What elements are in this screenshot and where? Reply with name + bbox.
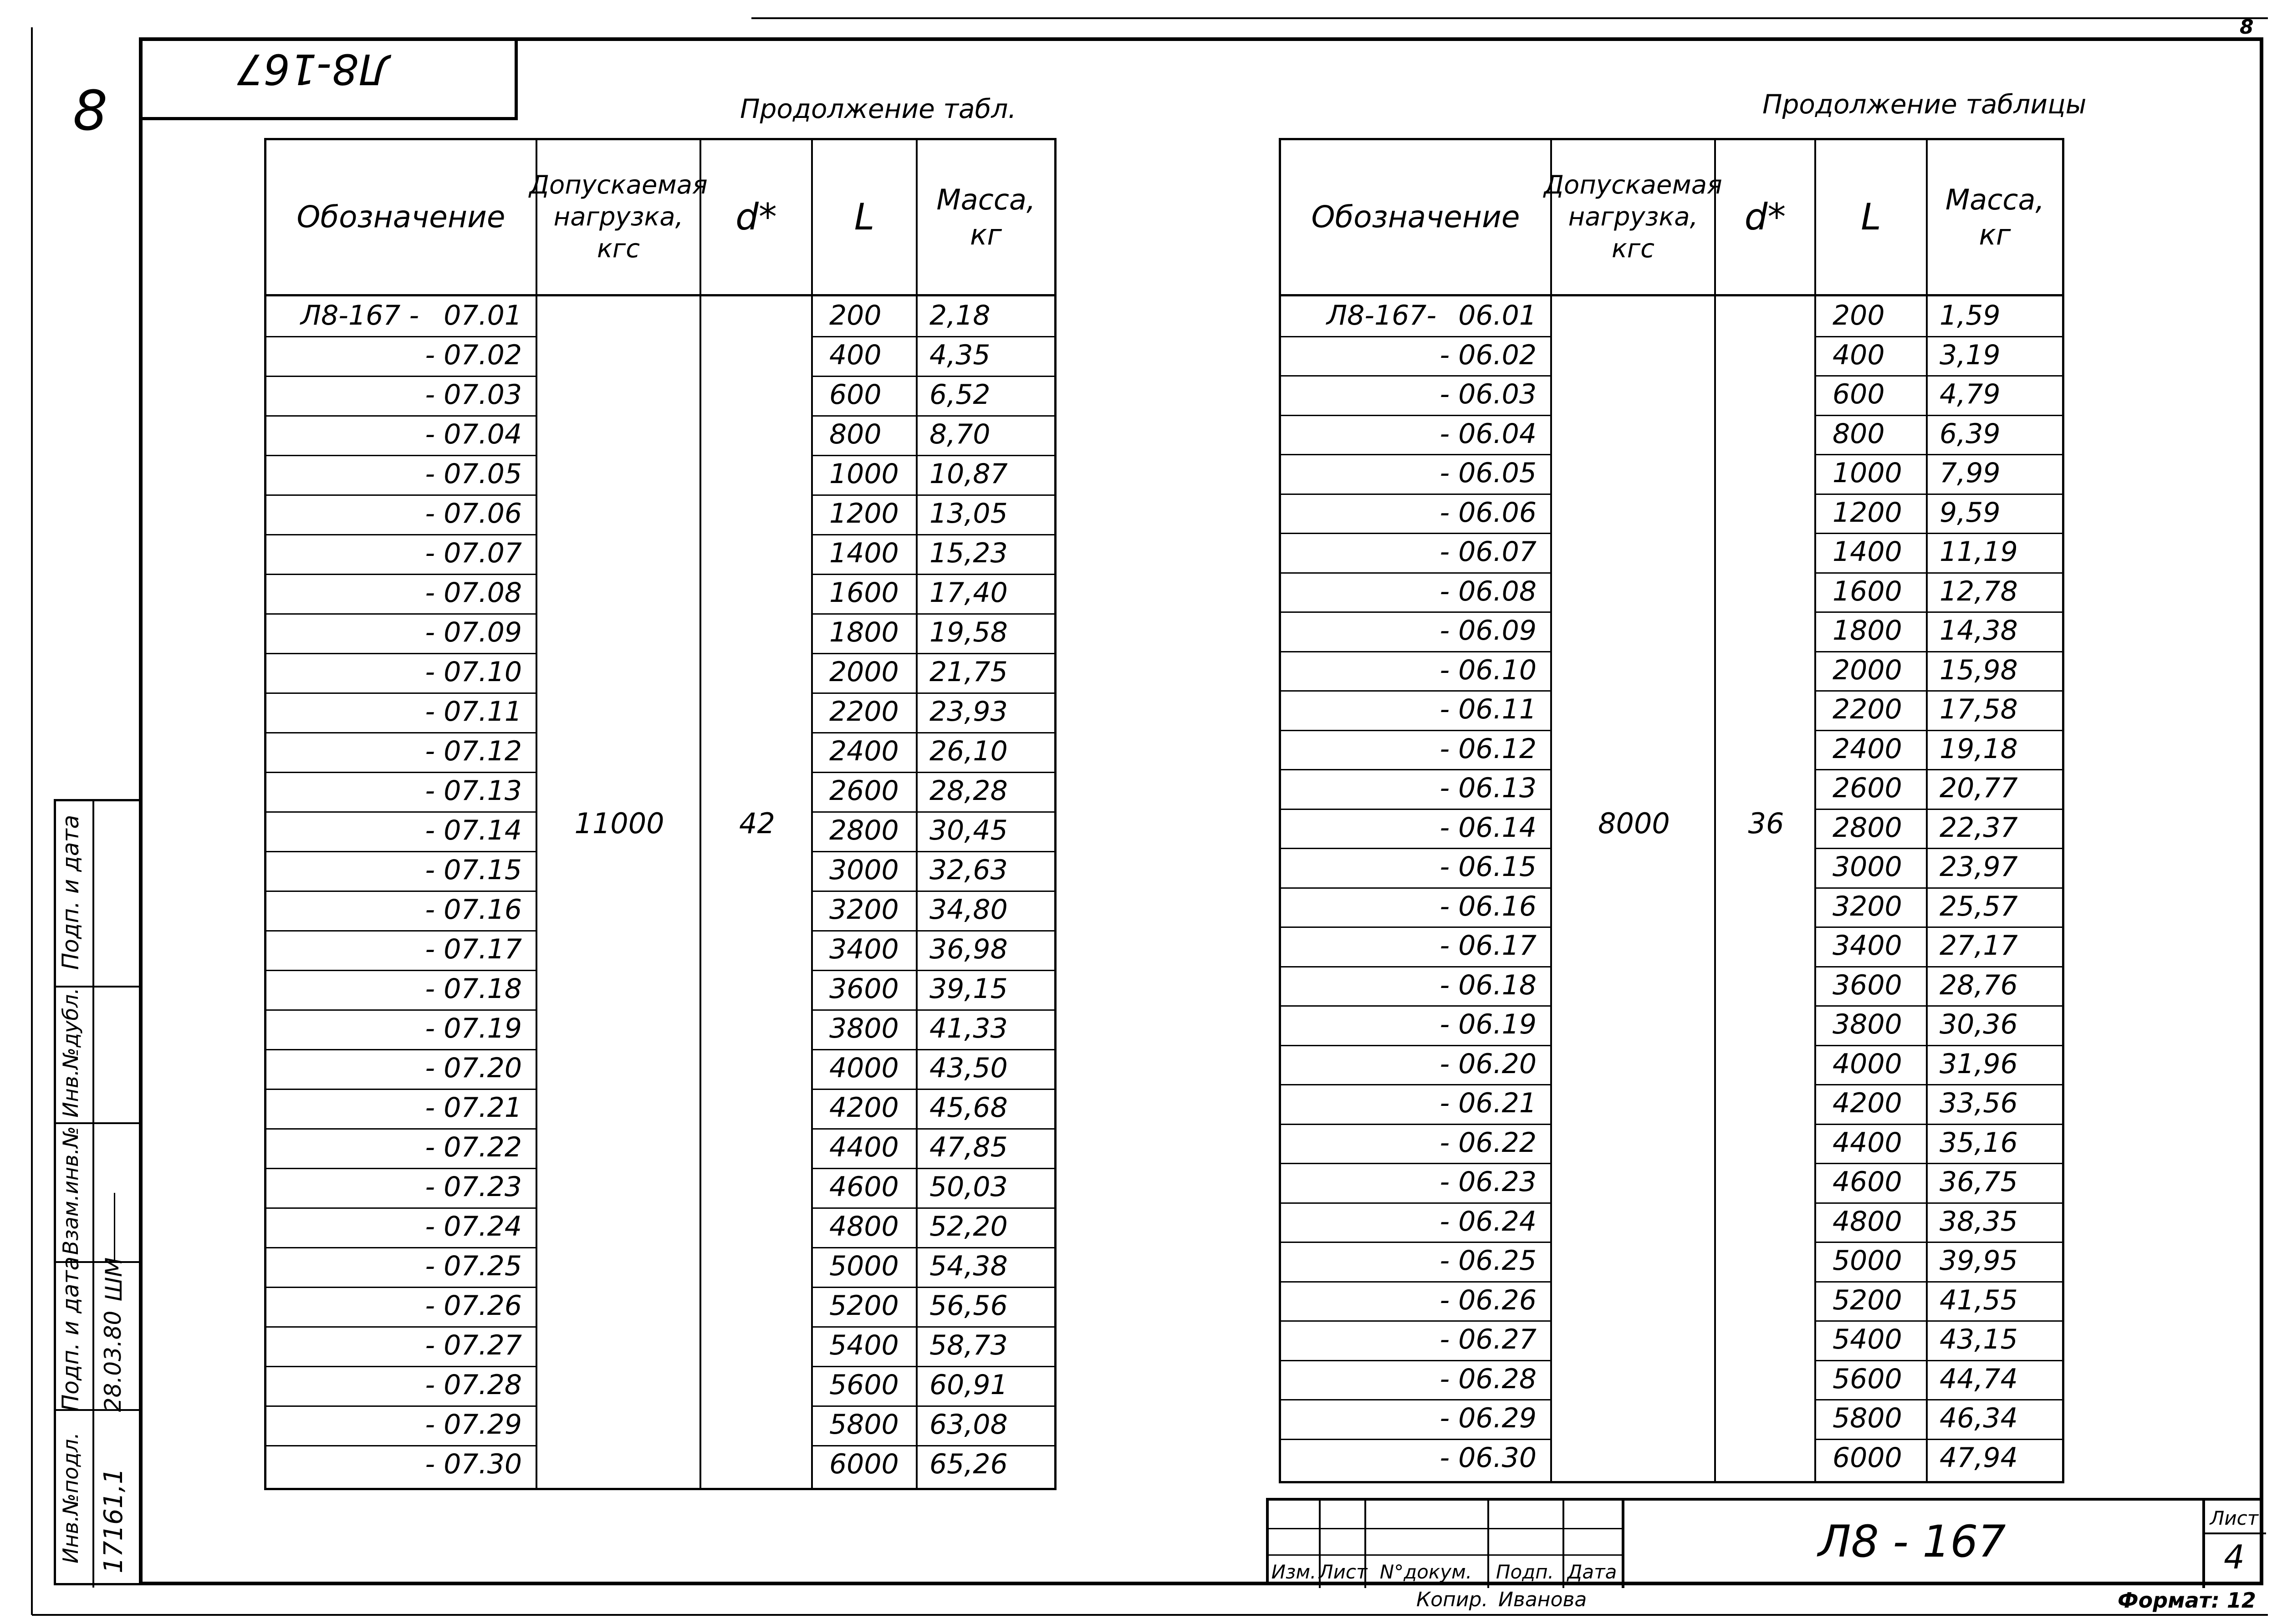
row-length: 4600 — [829, 1171, 899, 1203]
col-sep-1 — [1550, 294, 1552, 1481]
side-date: 28.03.80 — [100, 1310, 126, 1412]
title-block — [1266, 1498, 2263, 1585]
row-designation: - 07.18 — [425, 973, 522, 1005]
row-mass: 26,10 — [929, 735, 1008, 767]
row-mass: 35,16 — [1940, 1126, 2018, 1159]
row-length: 2600 — [829, 775, 899, 807]
row-mass: 30,45 — [929, 815, 1008, 846]
row-designation: - 07.23 — [425, 1171, 522, 1203]
row-length: 1600 — [1833, 575, 1902, 607]
header-mass-line2: кг — [1979, 218, 2011, 251]
header-load — [1544, 140, 1722, 294]
row-designation: - 06.22 — [1440, 1126, 1537, 1159]
header-mass — [918, 140, 1054, 294]
row-length: 1800 — [829, 616, 899, 648]
row-mass: 22,37 — [1940, 811, 2018, 844]
row-designation: - 06.15 — [1440, 851, 1537, 883]
side-stamp-divider-v — [92, 801, 94, 1588]
row-designation: - 06.10 — [1440, 654, 1537, 686]
row-length: 2400 — [1833, 733, 1902, 765]
row-designation: - 06.30 — [1440, 1441, 1537, 1474]
row-mass: 19,58 — [929, 616, 1008, 648]
row-mass: 33,56 — [1940, 1087, 2018, 1119]
row-mass: 34,80 — [929, 894, 1008, 926]
row-length: 6000 — [829, 1448, 899, 1480]
row-length: 5400 — [1833, 1324, 1902, 1355]
row-designation: - 06.11 — [1440, 693, 1537, 725]
row-length: 1200 — [829, 498, 899, 529]
header-mass-line2: кг — [970, 218, 1002, 251]
row-length: 3000 — [829, 854, 899, 886]
row-mass: 52,20 — [929, 1211, 1008, 1242]
header-load-line2: нагрузка, — [553, 202, 684, 232]
row-length: 3400 — [829, 933, 899, 965]
row-mass: 43,15 — [1940, 1324, 2018, 1355]
tb-row-line-1 — [1269, 1528, 1622, 1529]
row-mass: 36,75 — [1940, 1166, 2018, 1198]
row-length: 800 — [829, 418, 882, 450]
row-designation: - 07.22 — [425, 1131, 522, 1163]
row-designation: - 07.16 — [425, 894, 522, 926]
header-load-line1: Допускаемая — [1544, 170, 1722, 200]
row-length: 600 — [829, 379, 882, 411]
row-length: 5600 — [1833, 1363, 1902, 1395]
row-designation: - 07.02 — [425, 339, 522, 371]
row-mass: 39,15 — [929, 973, 1008, 1005]
row-mass: 12,78 — [1940, 575, 2018, 607]
row-designation: - 07.17 — [425, 933, 522, 965]
row-length: 3400 — [1833, 930, 1902, 962]
row-designation: - 07.21 — [425, 1092, 522, 1124]
row-designation: - 06.28 — [1440, 1363, 1537, 1395]
row-length: 4200 — [1833, 1087, 1902, 1119]
row-mass: 30,36 — [1940, 1008, 2018, 1040]
row-designation: - 06.04 — [1440, 417, 1537, 450]
row-mass: 46,34 — [1940, 1402, 2018, 1434]
tb-format: Формат: 12 — [2118, 1588, 2256, 1613]
row-mass: 27,17 — [1940, 930, 2018, 962]
header-load-line3: кгс — [597, 234, 640, 264]
row-designation: - 06.13 — [1440, 772, 1537, 804]
row-length: 200 — [829, 300, 882, 331]
row-designation: - 07.19 — [425, 1013, 522, 1044]
row-length: 4200 — [829, 1092, 899, 1124]
side-inv-number: 17161,1 — [99, 1468, 128, 1573]
header-designation — [1281, 140, 1552, 294]
corner-number-right: 8 — [2240, 15, 2254, 39]
row-designation: - 07.08 — [425, 577, 522, 609]
row-mass: 65,26 — [929, 1448, 1008, 1480]
row-length: 5000 — [1833, 1245, 1902, 1277]
row-mass: 2,18 — [929, 300, 990, 331]
row-mass: 9,59 — [1940, 496, 2001, 529]
header-L — [813, 140, 918, 294]
row-mass: 8,70 — [929, 418, 990, 450]
row-mass: 32,63 — [929, 854, 1008, 886]
row-length: 1000 — [1833, 457, 1902, 489]
col-sep-2 — [1714, 294, 1716, 1481]
row-designation: - 06.16 — [1440, 890, 1537, 922]
row-mass: 19,18 — [1940, 733, 2018, 765]
row-length: 400 — [1833, 339, 1885, 371]
row-mass: 43,50 — [929, 1052, 1008, 1084]
row-designation: - 06.08 — [1440, 575, 1537, 607]
row-designation: - 06.23 — [1440, 1166, 1537, 1198]
header-d — [701, 140, 813, 294]
row-mass: 45,68 — [929, 1092, 1008, 1124]
row-designation: - 07.07 — [425, 537, 522, 569]
side-replace-dash — [114, 1193, 115, 1261]
row-designation: - 06.09 — [1440, 615, 1537, 647]
header-designation-text: Обозначение — [1311, 199, 1520, 234]
side-label-sign-date-top: Подп. и дата — [57, 815, 84, 970]
row-designation: - 06.12 — [1440, 733, 1537, 765]
row-mass: 15,98 — [1940, 654, 2018, 686]
designation-prefix: Л8-167 - — [301, 300, 419, 331]
row-mass: 20,77 — [1940, 772, 2018, 804]
side-label-sign-date-bottom: Подп. и дата — [57, 1256, 84, 1412]
row-designation: - 07.10 — [425, 656, 522, 688]
row-length: 3600 — [829, 973, 899, 1005]
row-designation: - 07.28 — [425, 1369, 522, 1401]
row-designation: - 07.27 — [425, 1329, 522, 1361]
row-length: 2800 — [829, 815, 899, 846]
row-designation: - 06.05 — [1440, 457, 1537, 489]
row-designation: - 06.24 — [1440, 1205, 1537, 1237]
load-value: 8000 — [1598, 807, 1670, 840]
row-mass: 23,93 — [929, 696, 1008, 728]
row-designation: - 07.24 — [425, 1211, 522, 1242]
header-L-text: L — [1861, 196, 1881, 238]
row-designation: - 07.09 — [425, 616, 522, 648]
row-mass: 10,87 — [929, 458, 1008, 490]
row-length: 6000 — [1833, 1441, 1902, 1474]
row-mass: 28,76 — [1940, 969, 2018, 1001]
header-load-line2: нагрузка, — [1568, 202, 1698, 232]
row-length: 1000 — [829, 458, 899, 490]
row-mass: 31,96 — [1940, 1048, 2018, 1080]
row-mass: 60,91 — [929, 1369, 1008, 1401]
row-length: 3800 — [829, 1013, 899, 1044]
row-length: 3600 — [1833, 969, 1902, 1001]
tb-sheet-number: 4 — [2224, 1538, 2245, 1576]
header-mass-line1: Масса, — [936, 183, 1036, 216]
row-mass: 6,52 — [929, 379, 990, 411]
row-designation: - 06.17 — [1440, 930, 1537, 962]
row-length: 400 — [829, 339, 882, 371]
row-length: 5200 — [829, 1290, 899, 1322]
side-label-inv-dup: Инв.№дубл. — [58, 988, 83, 1118]
row-length: 200 — [1833, 300, 1885, 331]
outer-bottom-line — [32, 1614, 2268, 1616]
row-mass: 7,99 — [1940, 457, 2001, 489]
row-length: 1800 — [1833, 615, 1902, 647]
row-mass: 63,08 — [929, 1409, 1008, 1441]
row-designation: - 06.25 — [1440, 1245, 1537, 1277]
row-length: 1400 — [1833, 536, 1902, 568]
row-length: 1600 — [829, 577, 899, 609]
row-mass: 56,56 — [929, 1290, 1008, 1322]
row-length: 3200 — [829, 894, 899, 926]
row-length: 3800 — [1833, 1008, 1902, 1040]
row-designation: - 06.27 — [1440, 1324, 1537, 1355]
row-length: 2800 — [1833, 811, 1902, 844]
tb-sheet-line — [2202, 1532, 2266, 1534]
corner-number-left: 8 — [73, 80, 108, 143]
row-mass: 47,85 — [929, 1131, 1008, 1163]
row-designation: - 06.20 — [1440, 1048, 1537, 1080]
row-length: 1400 — [829, 537, 899, 569]
row-mass: 47,94 — [1940, 1441, 2018, 1474]
row-designation: - 06.06 — [1440, 496, 1537, 529]
row-mass: 41,55 — [1940, 1284, 2018, 1316]
row-designation: - 06.18 — [1440, 969, 1537, 1001]
left-table — [264, 138, 1057, 1490]
row-designation: 07.01 — [444, 300, 522, 331]
right-table — [1279, 138, 2064, 1483]
row-designation: - 07.04 — [425, 418, 522, 450]
row-designation: - 07.03 — [425, 379, 522, 411]
row-designation: - 06.03 — [1440, 378, 1537, 410]
row-mass: 1,59 — [1940, 300, 2001, 331]
row-length: 4400 — [1833, 1126, 1902, 1159]
row-length: 4400 — [829, 1131, 899, 1163]
row-designation: - 07.13 — [425, 775, 522, 807]
row-length: 4800 — [829, 1211, 899, 1242]
d-value: 42 — [739, 807, 775, 840]
row-designation: - 06.29 — [1440, 1402, 1537, 1434]
side-label-replace-inv: Взам.инв.№ — [58, 1126, 83, 1255]
header-L-text: L — [854, 196, 875, 238]
row-designation: - 07.26 — [425, 1290, 522, 1322]
load-value: 11000 — [574, 807, 664, 840]
row-length: 1200 — [1833, 496, 1902, 529]
col-sep-2 — [699, 294, 701, 1488]
row-designation: - 07.06 — [425, 498, 522, 529]
row-mass: 3,19 — [1940, 339, 2001, 371]
row-length: 4800 — [1833, 1205, 1902, 1237]
side-stamp-divider-2 — [56, 1122, 141, 1124]
row-mass: 54,38 — [929, 1250, 1008, 1282]
row-mass: 4,79 — [1940, 378, 2001, 410]
row-length: 2400 — [829, 735, 899, 767]
row-mass: 21,75 — [929, 656, 1008, 688]
header-d-text: d* — [1744, 196, 1786, 238]
row-length: 600 — [1833, 378, 1885, 410]
row-designation: 06.01 — [1458, 300, 1537, 331]
header-load-line1: Допускаемая — [529, 170, 708, 200]
row-length: 3000 — [1833, 851, 1902, 883]
row-designation: - 07.14 — [425, 815, 522, 846]
continuation-label-right: Продолжение таблицы — [1762, 89, 2087, 120]
row-designation: - 07.20 — [425, 1052, 522, 1084]
row-length: 2000 — [829, 656, 899, 688]
row-mass: 13,05 — [929, 498, 1008, 529]
row-designation: - 06.21 — [1440, 1087, 1537, 1119]
row-length: 800 — [1833, 417, 1885, 450]
side-signature: ШМ — [101, 1257, 127, 1302]
header-load — [529, 140, 708, 294]
header-mass-line1: Масса, — [1945, 183, 2045, 216]
header-d — [1716, 140, 1816, 294]
header-designation — [266, 140, 537, 294]
header-load-line3: кгс — [1611, 234, 1655, 264]
row-mass: 58,73 — [929, 1329, 1008, 1361]
row-length: 5400 — [829, 1329, 899, 1361]
row-length: 2200 — [829, 696, 899, 728]
row-designation: - 07.29 — [425, 1409, 522, 1441]
row-designation: - 06.02 — [1440, 339, 1537, 371]
row-designation: - 06.26 — [1440, 1284, 1537, 1316]
row-mass: 39,95 — [1940, 1245, 2018, 1277]
row-designation: - 07.15 — [425, 854, 522, 886]
row-designation: - 07.25 — [425, 1250, 522, 1282]
tb-label-doc: N°докум. — [1379, 1561, 1472, 1583]
stamp-mirrored-designation: Л8-167 — [237, 45, 390, 93]
row-length: 2600 — [1833, 772, 1902, 804]
row-length: 5800 — [829, 1409, 899, 1441]
tb-row-line-2 — [1269, 1554, 1622, 1556]
row-mass: 4,35 — [929, 339, 990, 371]
row-designation: - 06.14 — [1440, 811, 1537, 844]
row-length: 4000 — [1833, 1048, 1902, 1080]
outer-top-line — [751, 17, 2268, 19]
row-mass: 23,97 — [1940, 851, 2018, 883]
row-mass: 6,39 — [1940, 417, 2001, 450]
tb-label-date: Дата — [1567, 1561, 1617, 1583]
row-mass: 28,28 — [929, 775, 1008, 807]
row-length: 2200 — [1833, 693, 1902, 725]
row-mass: 15,23 — [929, 537, 1008, 569]
tb-label-sign: Подп. — [1496, 1561, 1554, 1583]
tb-label-izm: Изм. — [1271, 1561, 1317, 1583]
tb-sheet-label: Лист — [2210, 1507, 2259, 1529]
continuation-label-left: Продолжение табл. — [740, 93, 1016, 124]
row-mass: 50,03 — [929, 1171, 1008, 1203]
row-length: 5800 — [1833, 1402, 1902, 1434]
row-designation: - 07.12 — [425, 735, 522, 767]
row-mass: 44,74 — [1940, 1363, 2018, 1395]
row-mass: 17,58 — [1940, 693, 2018, 725]
row-designation: - 06.19 — [1440, 1008, 1537, 1040]
row-mass: 36,98 — [929, 933, 1008, 965]
col-sep-1 — [536, 294, 537, 1488]
row-mass: 14,38 — [1940, 615, 2018, 647]
row-designation: - 07.05 — [425, 458, 522, 490]
row-length: 5000 — [829, 1250, 899, 1282]
row-mass: 11,19 — [1940, 536, 2018, 568]
header-mass — [1928, 140, 2062, 294]
row-length: 5600 — [829, 1369, 899, 1401]
header-d-text: d* — [735, 196, 777, 238]
row-length: 4600 — [1833, 1166, 1902, 1198]
row-mass: 41,33 — [929, 1013, 1008, 1044]
side-label-inv-orig: Инв.№подл. — [58, 1432, 83, 1564]
row-length: 3200 — [1833, 890, 1902, 922]
row-length: 2000 — [1833, 654, 1902, 686]
tb-designation: Л8 - 167 — [1818, 1516, 2006, 1567]
d-value: 36 — [1748, 807, 1784, 840]
row-designation: - 07.30 — [425, 1448, 522, 1480]
row-mass: 17,40 — [929, 577, 1008, 609]
row-mass: 38,35 — [1940, 1205, 2018, 1237]
row-mass: 25,57 — [1940, 890, 2018, 922]
tb-copier-name: Иванова — [1498, 1588, 1587, 1611]
row-length: 5200 — [1833, 1284, 1902, 1316]
row-designation: - 06.07 — [1440, 536, 1537, 568]
tb-label-list: Лист — [1319, 1561, 1368, 1583]
tb-copied-label: Копир. — [1416, 1588, 1488, 1611]
header-designation-text: Обозначение — [296, 199, 505, 234]
row-length: 4000 — [829, 1052, 899, 1084]
designation-prefix: Л8-167- — [1327, 300, 1437, 331]
outer-left-line — [31, 27, 33, 1615]
row-designation: - 07.11 — [425, 696, 522, 728]
header-L — [1816, 140, 1928, 294]
